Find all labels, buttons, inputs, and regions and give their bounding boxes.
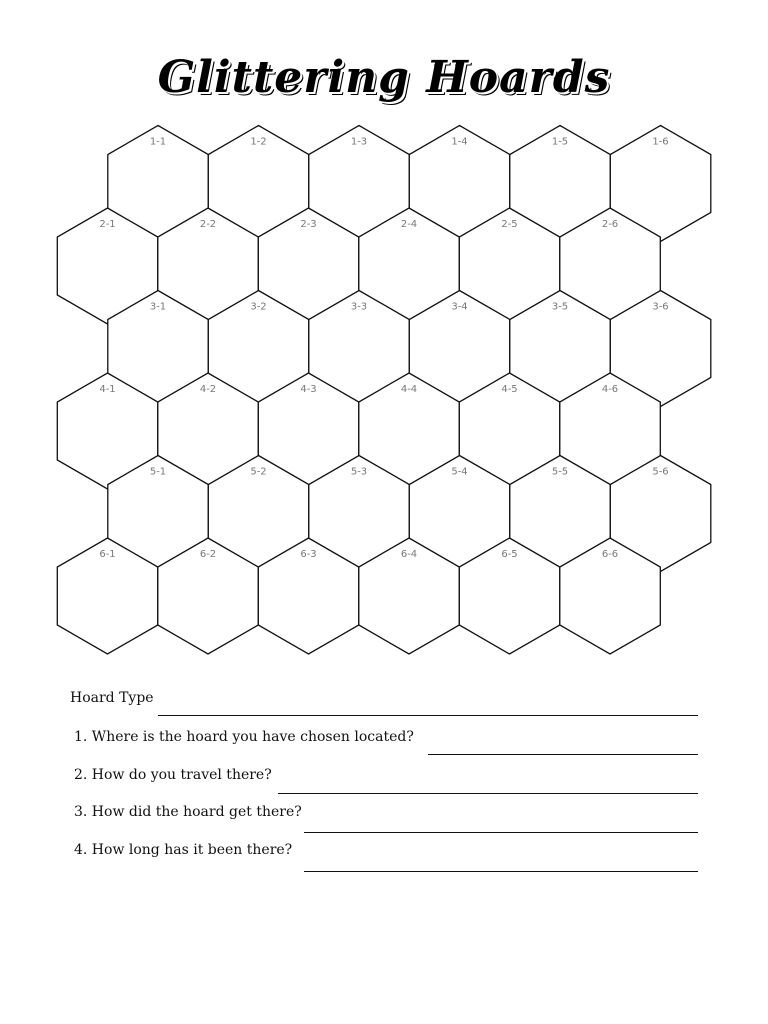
hex-label-3-1: 3-1: [149, 301, 167, 313]
hex-label-3-2: 3-2: [250, 301, 267, 313]
hex-label-2-3: 2-3: [300, 219, 317, 230]
hex-label-2-2: 2-2: [199, 219, 217, 230]
hex-label-2-5: 2-5: [501, 219, 518, 230]
hex-label-1-5: 1-5: [551, 136, 569, 148]
hex-label-6-2: 6-2: [199, 549, 217, 560]
hex-label-1-1: 1-1: [149, 136, 167, 148]
hex-label-4-3: 4-3: [300, 384, 317, 395]
hex-label-3-4: 3-4: [451, 301, 468, 313]
hex-label-3-6: 3-6: [652, 301, 669, 313]
hex-label-1-3: 1-3: [350, 136, 368, 148]
hex-label-2-4: 2-4: [400, 219, 418, 230]
hex-label-4-6: 4-6: [601, 384, 619, 395]
hex-label-6-6: 6-6: [601, 549, 619, 560]
hex-label-1-4: 1-4: [451, 136, 468, 148]
hex-label-4-1: 4-1: [99, 384, 116, 395]
hoard-type-label: Hoard Type: [70, 690, 154, 706]
hex-label-5-4: 5-4: [451, 466, 468, 478]
hex-label-2-6: 2-6: [601, 219, 619, 230]
question-2-label: 2. How do you travel there?: [74, 767, 272, 783]
hex-label-1-2: 1-2: [250, 136, 267, 148]
hex-label-4-4: 4-4: [400, 384, 418, 395]
question-3-label: 3. How did the hoard get there?: [74, 804, 302, 820]
hex-label-4-5: 4-5: [501, 384, 518, 395]
question-3-answer-line[interactable]: [304, 832, 698, 833]
hex-label-5-2: 5-2: [250, 466, 267, 478]
hex-label-3-3: 3-3: [350, 301, 368, 313]
question-4-label: 4. How long has it been there?: [74, 842, 293, 858]
question-1-answer-line[interactable]: [428, 754, 698, 755]
hex-label-5-1: 5-1: [149, 466, 167, 478]
question-4-answer-line[interactable]: [304, 871, 698, 872]
hex-label-3-5: 3-5: [551, 301, 569, 313]
hex-label-5-3: 5-3: [350, 466, 368, 478]
hex-label-6-1: 6-1: [99, 549, 116, 560]
hoard-type-line[interactable]: [158, 715, 698, 716]
hex-label-5-6: 5-6: [652, 466, 669, 478]
page-title: Glittering Hoards: [157, 52, 611, 103]
hex-label-6-3: 6-3: [300, 549, 317, 560]
hex-label-1-6: 1-6: [652, 136, 669, 148]
hex-label-4-2: 4-2: [199, 384, 217, 395]
hex-label-2-1: 2-1: [99, 219, 116, 230]
hex-label-6-5: 6-5: [501, 549, 518, 560]
hex-label-6-4: 6-4: [400, 549, 418, 560]
hex-label-5-5: 5-5: [551, 466, 569, 478]
question-1-label: 1. Where is the hoard you have chosen located?: [74, 729, 414, 745]
question-2-answer-line[interactable]: [278, 793, 698, 794]
